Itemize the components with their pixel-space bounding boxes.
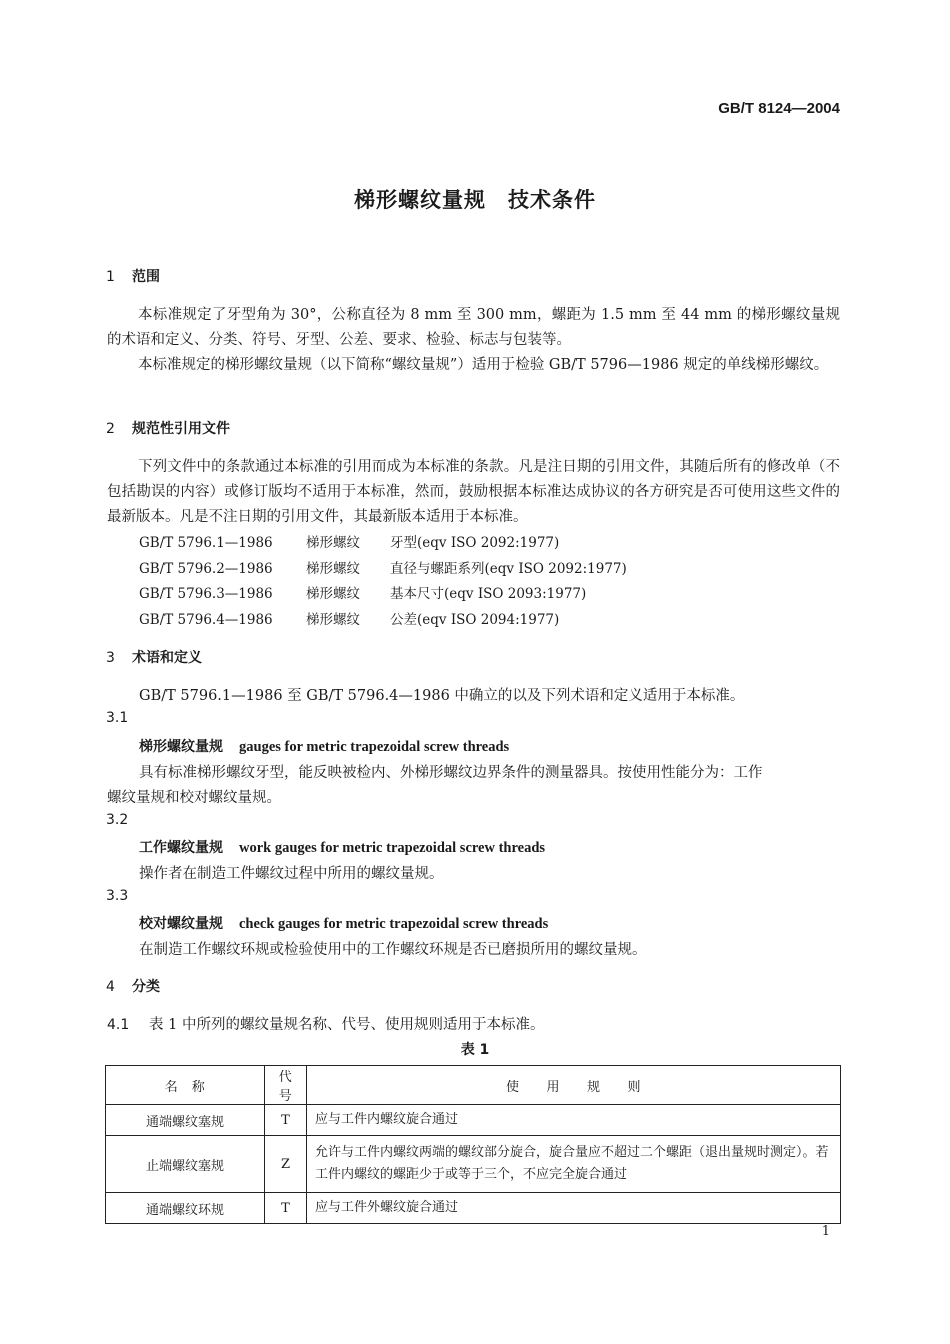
term-definition: 操作者在制造工件螺纹过程中所用的螺纹量规。 bbox=[139, 866, 444, 882]
gauge-code: T bbox=[265, 1193, 307, 1224]
gauge-name: 止端螺纹塞规 bbox=[106, 1136, 265, 1193]
column-header-name: 名 称 bbox=[106, 1066, 265, 1105]
gauge-name: 通端螺纹环规 bbox=[106, 1193, 265, 1224]
section-3-intro: GB/T 5796.1—1986 至 GB/T 5796.4—1986 中确立的以及下列术语和定义适用于本标准。 bbox=[139, 688, 745, 704]
reference-item bbox=[139, 608, 559, 628]
reference-desc: 直径与螺距系列(eqv ISO 2092:1977) bbox=[390, 561, 627, 577]
reference-code: GB/T 5796.1—1986 bbox=[139, 535, 273, 551]
reference-name: 梯形螺纹 bbox=[306, 586, 360, 602]
reference-name: 梯形螺纹 bbox=[306, 561, 360, 577]
reference-name: 梯形螺纹 bbox=[306, 535, 360, 551]
table-row bbox=[106, 1105, 841, 1136]
gauge-table bbox=[105, 1065, 841, 1224]
column-header-code: 代号 bbox=[265, 1066, 307, 1105]
section-3-heading bbox=[106, 647, 202, 667]
gauge-name: 通端螺纹塞规 bbox=[106, 1105, 265, 1136]
gauge-code: T bbox=[265, 1105, 307, 1136]
subsection-text: 表 1 中所列的螺纹量规名称、代号、使用规则适用于本标准。 bbox=[149, 1017, 545, 1033]
section-title: 分类 bbox=[132, 979, 160, 995]
section-title: 规范性引用文件 bbox=[132, 421, 230, 437]
table-row bbox=[106, 1136, 841, 1193]
subsection-number: 4.1 bbox=[107, 1017, 130, 1033]
reference-desc: 公差(eqv ISO 2094:1977) bbox=[390, 612, 560, 628]
reference-item bbox=[139, 582, 586, 602]
section-number: 3 bbox=[106, 650, 115, 666]
term-number: 3.3 bbox=[106, 888, 129, 904]
reference-code: GB/T 5796.4—1986 bbox=[139, 612, 273, 628]
reference-name: 梯形螺纹 bbox=[306, 612, 360, 628]
section-1-paragraph-1: 本标准规定了牙型角为 30°，公称直径为 8 mm 至 300 mm，螺距为 1.5 mm 至 44 mm 的梯形螺纹量规的术语和定义、分类、符号、牙型、公差、要求、检验、标志与包装等。 bbox=[107, 307, 840, 348]
term-definition: 在制造工作螺纹环规或检验使用中的工作螺纹环规是否已磨损所用的螺纹量规。 bbox=[139, 942, 647, 958]
section-2-heading bbox=[106, 418, 230, 438]
term-heading bbox=[139, 736, 509, 756]
reference-code: GB/T 5796.3—1986 bbox=[139, 586, 273, 602]
term-definition: 具有标准梯形螺纹牙型，能反映被检内、外梯形螺纹边界条件的测量器具。按使用性能分为：工作 bbox=[139, 765, 763, 781]
section-title: 范围 bbox=[132, 269, 160, 285]
term-chinese: 校对螺纹量规 bbox=[139, 916, 223, 932]
term-chinese: 工作螺纹量规 bbox=[139, 840, 223, 856]
term-chinese: 梯形螺纹量规 bbox=[139, 739, 223, 755]
term-number: 3.2 bbox=[106, 812, 129, 828]
gauge-rule: 应与工件内螺纹旋合通过 bbox=[307, 1105, 841, 1136]
section-number: 4 bbox=[106, 979, 115, 995]
section-2-paragraph-1: 下列文件中的条款通过本标准的引用而成为本标准的条款。凡是注日期的引用文件，其随后所有的修改单（不包括勘误的内容）或修订版均不适用于本标准，然而，鼓励根据本标准达成协议的各方研究是否可使用这些文件的最新版本。凡是不注日期的引用文件，其最新版本适用于本标准。 bbox=[107, 459, 840, 525]
table-header-row bbox=[106, 1066, 841, 1105]
term-english: work gauges for metric trapezoidal screw threads bbox=[239, 840, 546, 856]
reference-code: GB/T 5796.2—1986 bbox=[139, 561, 273, 577]
term-number: 3.1 bbox=[106, 710, 129, 726]
term-heading bbox=[139, 837, 545, 857]
section-1-paragraph-2: 本标准规定的梯形螺纹量规（以下简称“螺纹量规”）适用于检验 GB/T 5796—1986 规定的单线梯形螺纹。 bbox=[138, 357, 829, 373]
section-number: 1 bbox=[106, 269, 115, 285]
column-header-rule: 使 用 规 则 bbox=[307, 1066, 841, 1105]
term-heading bbox=[139, 913, 548, 933]
section-4-heading bbox=[106, 976, 160, 996]
gauge-rule: 允许与工件内螺纹两端的螺纹部分旋合，旋合量应不超过二个螺距（退出量规时测定）。若工件内螺纹的螺距少于或等于三个，不应完全旋合通过 bbox=[307, 1136, 841, 1193]
term-english: gauges for metric trapezoidal screw threads bbox=[239, 739, 510, 755]
table-row bbox=[106, 1193, 841, 1224]
gauge-rule: 应与工件外螺纹旋合通过 bbox=[307, 1193, 841, 1224]
term-definition-continued: 螺纹量规和校对螺纹量规。 bbox=[107, 790, 281, 806]
section-title: 术语和定义 bbox=[132, 650, 202, 666]
standard-code: GB/T 8124—2004 bbox=[718, 100, 840, 117]
table-caption: 表 1 bbox=[460, 1042, 490, 1058]
page-number: 1 bbox=[821, 1224, 830, 1239]
reference-desc: 基本尺寸(eqv ISO 2093:1977) bbox=[390, 586, 587, 602]
section-1-heading bbox=[106, 266, 160, 286]
term-english: check gauges for metric trapezoidal screw threads bbox=[239, 916, 549, 932]
section-number: 2 bbox=[106, 421, 115, 437]
subsection-4-1 bbox=[107, 1013, 544, 1034]
reference-item bbox=[139, 531, 559, 551]
gauge-code: Z bbox=[265, 1136, 307, 1193]
reference-item bbox=[139, 557, 627, 577]
reference-desc: 牙型(eqv ISO 2092:1977) bbox=[390, 535, 560, 551]
document-title: 梯形螺纹量规 技术条件 bbox=[354, 188, 596, 212]
